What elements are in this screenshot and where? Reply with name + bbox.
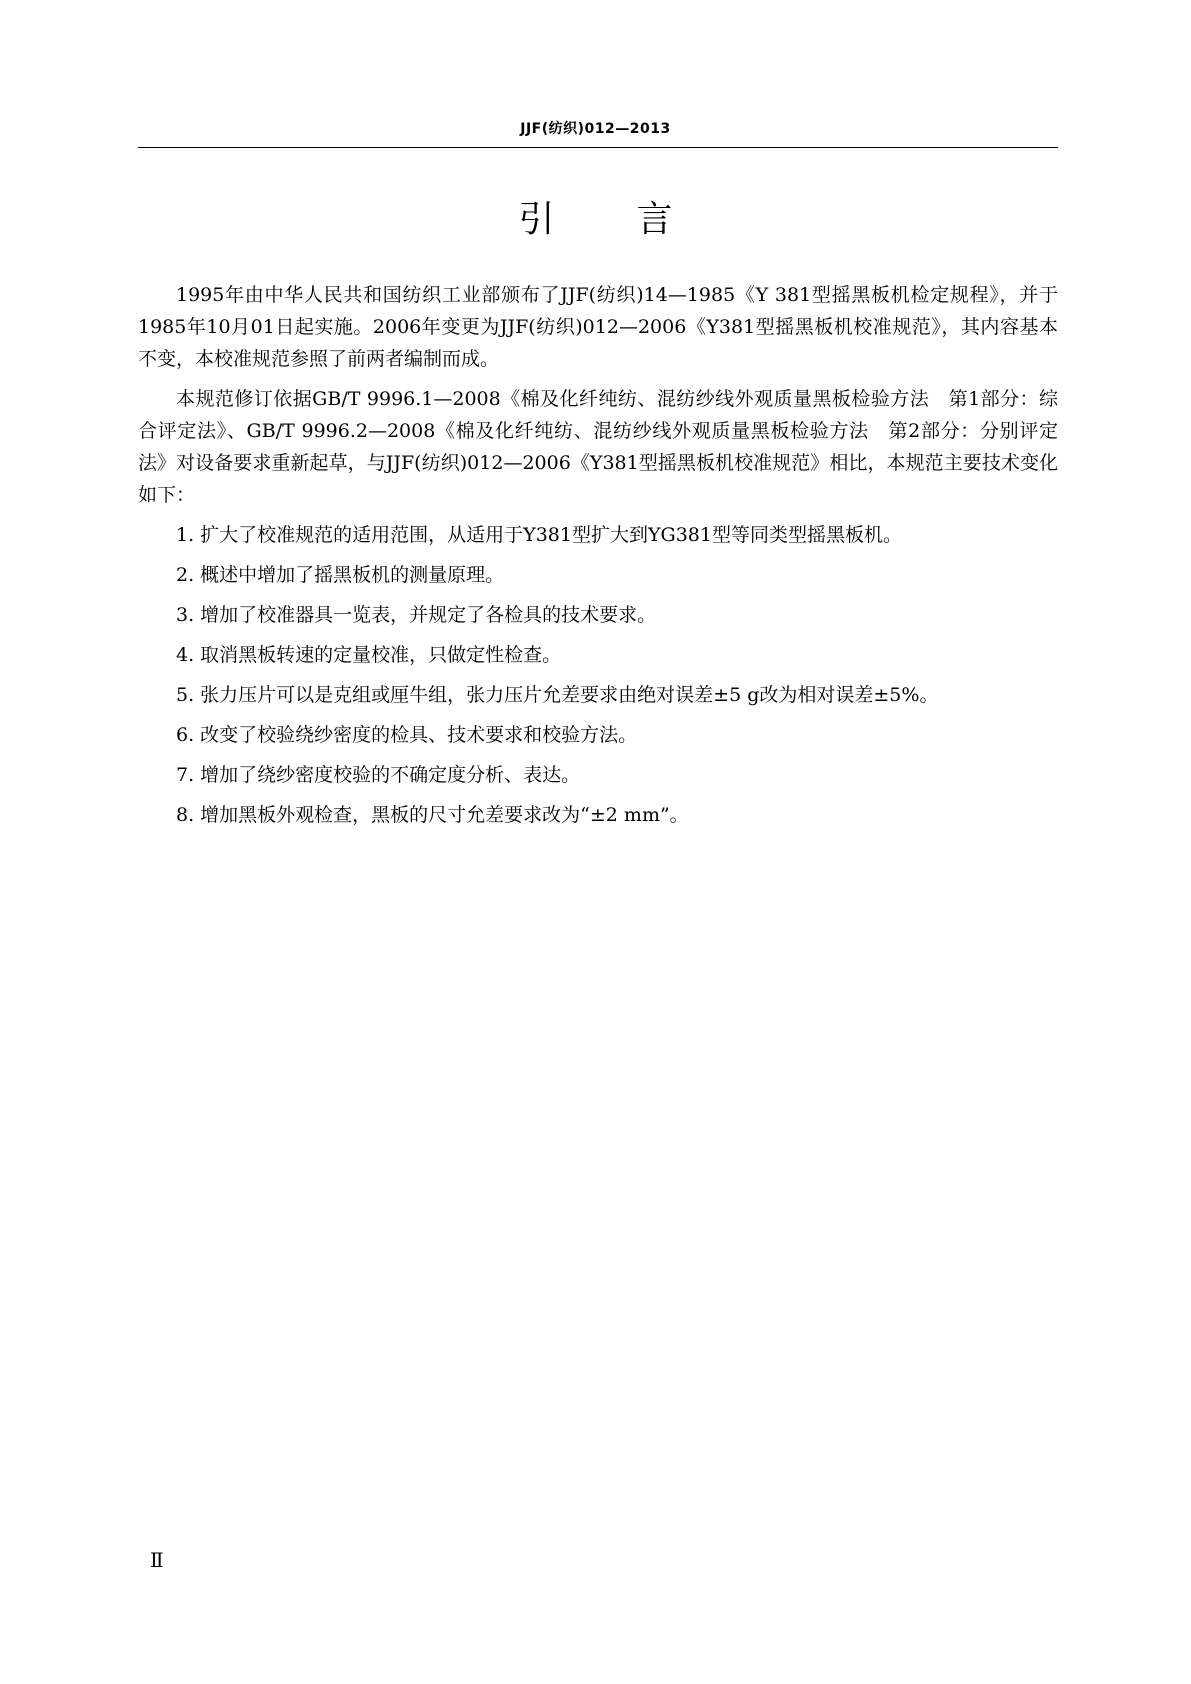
list-item: 4. 取消黑板转速的定量校准，只做定性检查。 [176, 644, 562, 666]
page-title-char-1: 引 [518, 199, 555, 240]
list-item: 2. 概述中增加了摇黑板机的测量原理。 [176, 564, 505, 586]
page-title [0, 196, 1191, 244]
body-text [138, 279, 1058, 839]
list-item: 1. 扩大了校准规范的适用范围，从适用于Y381型扩大到YG381型等同类型摇黑板机。 [176, 524, 902, 546]
list-item: 5. 张力压片可以是克组或厘牛组，张力压片允差要求由绝对误差±5 g改为相对误差±5%。 [176, 684, 939, 706]
list-item: 6. 改变了校验绕纱密度的检具、技术要求和校验方法。 [176, 724, 638, 746]
page-title-char-2: 言 [636, 199, 673, 240]
list-item: 7. 增加了绕纱密度校验的不确定度分析、表达。 [176, 764, 581, 786]
running-header: JJF(纺织)012—2013 [520, 121, 671, 137]
paragraph-revision-basis: 本规范修订依据GB/T 9996.1—2008《棉及化纤纯纺、混纺纱线外观质量黑板检验方法 第1部分：综合评定法》、GB/T 9996.2—2008《棉及化纤纯纺、混纺纱线外观质量黑板检验方法 第2部分：分别评定法》对设备要求重新起草，与JJF(纺织)012—2006《Y381型摇黑板机校准规范》相比，本规范主要技术变化如下： [138, 388, 1058, 506]
header-rule [138, 147, 1058, 148]
list-item: 8. 增加黑板外观检查，黑板的尺寸允差要求改为“±2 mm”。 [176, 804, 689, 826]
paragraph-history: 1995年由中华人民共和国纺织工业部颁布了JJF(纺织)14—1985《Y 381型摇黑板机检定规程》，并于1985年10月01日起实施。2006年变更为JJF(纺织)012—2006《Y381型摇黑板机校准规范》，其内容基本不变，本校准规范参照了前两者编制而成。 [138, 284, 1058, 370]
page-number: Ⅱ [150, 1548, 164, 1572]
list-item: 3. 增加了校准器具一览表，并规定了各检具的技术要求。 [176, 604, 657, 626]
